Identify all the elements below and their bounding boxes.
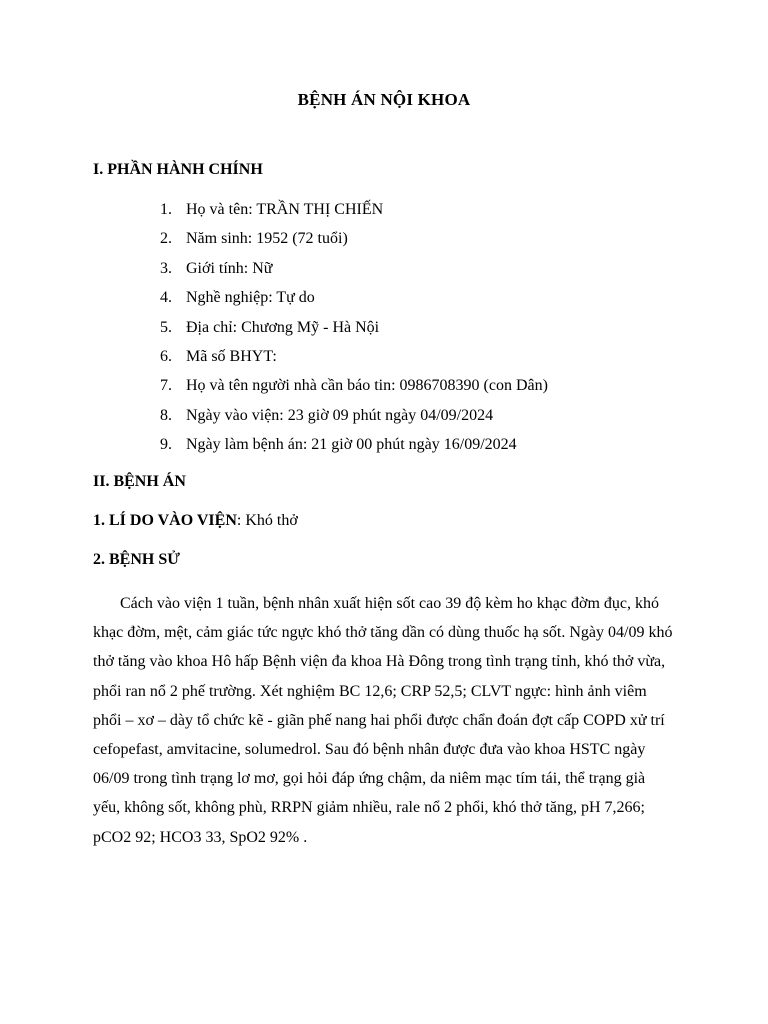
document-title: BỆNH ÁN NỘI KHOA [297, 90, 471, 109]
address: Địa chỉ: Chương Mỹ - Hà Nội [186, 318, 380, 336]
emergency-contact: Họ và tên người nhà cần báo tin: 0986708390 (con Dân) [186, 377, 548, 395]
admission-reason-label: 1. LÍ DO VÀO VIỆN [93, 512, 237, 529]
list-item: 9. Ngày làm bệnh án: 21 giờ 00 phút ngày 16/09/2024 [160, 433, 548, 462]
section-medical-record-heading: II. BỆNH ÁN [93, 473, 186, 490]
gender: Giới tính: Nữ [186, 259, 273, 277]
administrative-list [160, 198, 548, 463]
list-item: 7. Họ và tên người nhà cần báo tin: 0986708390 (con Dân) [160, 374, 548, 403]
history-heading: 2. BỆNH SỬ [93, 551, 180, 568]
record-date: Ngày làm bệnh án: 21 giờ 00 phút ngày 16/09/2024 [186, 436, 517, 454]
admission-reason-value: : Khó thở [236, 512, 298, 529]
list-item: 2. Năm sinh: 1952 (72 tuổi) [160, 227, 548, 256]
admission-date: Ngày vào viện: 23 giờ 09 phút ngày 04/09/2024 [186, 406, 494, 424]
section-administrative-heading: I. PHẦN HÀNH CHÍNH [93, 161, 263, 178]
occupation: Nghề nghiệp: Tự do [186, 289, 315, 307]
list-item: 8. Ngày vào viện: 23 giờ 09 phút ngày 04/09/2024 [160, 404, 548, 433]
history-paragraph: Cách vào viện 1 tuần, bệnh nhân xuất hiện sốt cao 39 độ kèm ho khạc đờm đục, khó khạc đờm, mệt, cảm giác tức ngực khó thở tăng dần có dùng thuốc hạ sốt. Ngày 04/09 khó thở tăng vào khoa Hô hấp Bệnh viện đa khoa Hà Đông trong tình trạng tỉnh, khó thở vừa, phổi ran nổ 2 phế trường. Xét nghiệm BC 12,6; CRP 52,5; CLVT ngực: hình ảnh viêm phổi – xơ – dày tổ chức kẽ - giãn phế nang hai phổi được chẩn đoán đợt cấp COPD xử trí cefopefast, amvitacine, solumedrol. Sau đó bệnh nhân được đưa vào khoa HSTC ngày 06/09 trong tình trạng lơ mơ, gọi hỏi đáp ứng chậm, da niêm mạc tím tái, thể trạng già yếu, không sốt, không phù, RRPN giảm nhiều, rale nổ 2 phổi, khó thở tăng, pH 7,266; pCO2 92; HCO3 33, SpO2 92% . [93, 595, 673, 846]
list-item: 4. Nghề nghiệp: Tự do [160, 286, 548, 315]
list-item: 3. Giới tính: Nữ [160, 257, 548, 286]
insurance-code: Mã số BHYT: [186, 347, 277, 365]
admission-reason [93, 512, 298, 530]
birth-year: Năm sinh: 1952 (72 tuổi) [186, 230, 348, 248]
list-item: 6. Mã số BHYT: [160, 345, 548, 374]
list-item: 5. Địa chỉ: Chương Mỹ - Hà Nội [160, 316, 548, 345]
patient-name: Họ và tên: TRẦN THỊ CHIẾN [186, 201, 384, 218]
list-item: 1. Họ và tên: TRẦN THỊ CHIẾN [160, 198, 548, 227]
